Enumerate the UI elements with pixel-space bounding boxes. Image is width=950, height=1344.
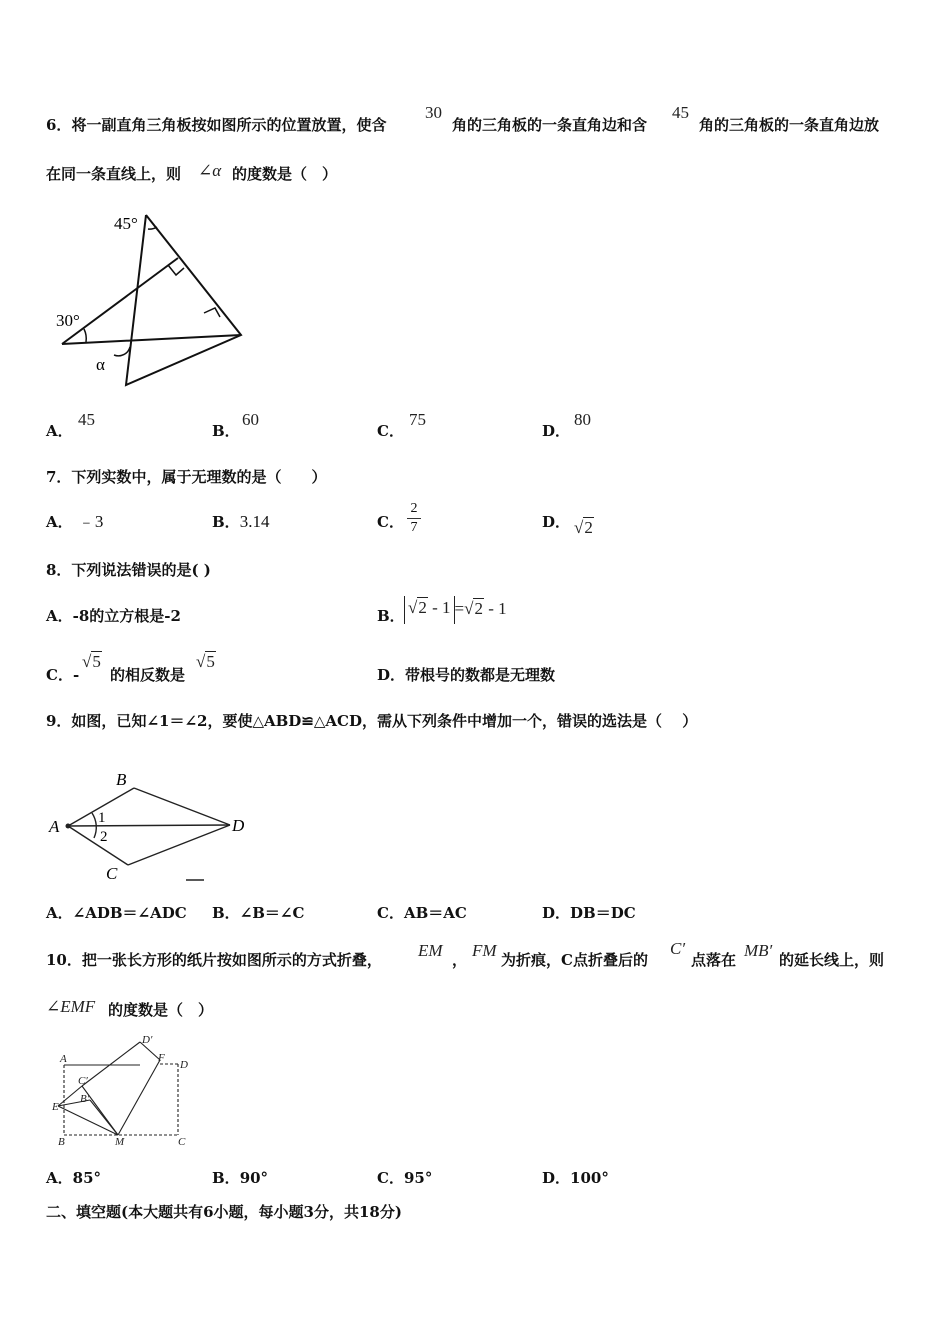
q10-fig-label-c-prime: C′: [78, 1075, 88, 1087]
q7-fraction-numerator: 2: [410, 501, 418, 516]
q10-math-em: EM: [418, 941, 443, 960]
q7-option-c-fraction: [407, 502, 421, 535]
q8-c-radicand-1: 5: [92, 652, 101, 671]
q9-option-d-label: D．: [542, 904, 571, 922]
q7-option-c[interactable]: [377, 512, 404, 532]
q10-fig-label-e: E: [52, 1101, 59, 1113]
q10-fig-label-b-prime: B′: [80, 1093, 90, 1105]
q6-line1: [46, 115, 386, 135]
q10-option-a-value: 85°: [72, 1169, 102, 1187]
q6-text-line2b: 的度数是（ ）: [232, 165, 338, 183]
q9-fig-label-b: B: [116, 770, 127, 789]
q6-option-c[interactable]: [377, 421, 404, 441]
q9-option-b[interactable]: [212, 903, 304, 923]
q10-math-fm: FM: [472, 941, 497, 960]
q9-fig-label-c: C: [106, 864, 118, 883]
q8-c-radicand-2: 5: [206, 652, 215, 671]
q6-math-30: 30: [425, 103, 442, 122]
q6-option-a[interactable]: [46, 421, 73, 441]
q7-option-a-label: A．: [46, 513, 73, 531]
q10-figure-fold: [48, 1030, 198, 1150]
q8-b-equals: =: [454, 598, 465, 618]
q10-text-2: ，: [452, 951, 468, 969]
q9-option-c[interactable]: [377, 903, 467, 923]
q9-fig-label-2: 2: [100, 829, 108, 845]
q9-option-a-value: ∠ADB＝∠ADC: [72, 904, 187, 922]
q9-option-a[interactable]: [46, 903, 187, 923]
q8-option-c-sqrt5-a: [82, 652, 102, 672]
q6-option-d-label: D．: [542, 422, 571, 440]
q8-option-b-expression: [404, 596, 507, 624]
q7-option-b-label: B．: [212, 513, 240, 531]
q8-option-d-label: D．: [377, 666, 406, 684]
q9-option-c-value: AB＝AC: [403, 904, 467, 922]
q6-option-a-value: 45: [78, 410, 95, 429]
sqrt-icon: √: [464, 598, 474, 618]
q6-option-b-value: 60: [242, 410, 259, 429]
q7-option-b[interactable]: [212, 512, 269, 532]
q6-fig-label-45: 45°: [114, 214, 138, 233]
q8-option-c-text: 的相反数是: [110, 666, 186, 684]
q10-option-c-value: 95°: [403, 1169, 433, 1187]
q10-option-d[interactable]: [542, 1168, 609, 1188]
q10-option-d-label: D．: [542, 1169, 571, 1187]
q10-option-a[interactable]: [46, 1168, 101, 1188]
q6-option-c-value: 75: [409, 410, 426, 429]
q10-text-5: 的延长线上，则: [779, 951, 885, 969]
sqrt-icon: √: [196, 652, 206, 671]
q7-option-b-value: 3.14: [239, 512, 270, 531]
q6-option-a-label: A．: [46, 422, 73, 440]
q10-fig-label-d-prime: D′: [142, 1034, 153, 1046]
q9-option-d-value: DB＝DC: [570, 904, 636, 922]
q8-option-b-label: B．: [377, 607, 405, 625]
q9-fig-label-a: A: [49, 817, 60, 836]
abs-bars: [404, 596, 455, 624]
q8-stem: 8．下列说法错误的是( ): [46, 561, 211, 579]
q9-fig-label-d: D: [232, 816, 245, 835]
q10-option-a-label: A．: [46, 1169, 73, 1187]
q10-text-line2: 的度数是（ ）: [108, 1001, 214, 1019]
q7-fraction-denominator: 7: [410, 520, 418, 535]
q7-option-a-value: ﹣3: [77, 512, 104, 531]
q7-stem: 7．下列实数中，属于无理数的是（ ）: [46, 468, 327, 486]
q6-figure-triangles: [50, 205, 250, 390]
q10-angle-emf: ∠EMF: [46, 997, 96, 1016]
q6-option-d-value: 80: [574, 410, 591, 429]
q6-option-b[interactable]: [212, 421, 240, 441]
q10-fig-label-d: D: [180, 1059, 188, 1071]
q9-option-c-label: C．: [377, 904, 404, 922]
q8-option-a[interactable]: [46, 606, 181, 626]
q7-option-a[interactable]: [46, 512, 103, 532]
q8-option-c[interactable]: [46, 665, 79, 685]
q9-figure-kite: [48, 768, 258, 883]
q6-number: 6．: [46, 116, 72, 134]
q7-option-d[interactable]: [542, 512, 570, 532]
q8-b-rest-2: - 1: [483, 598, 507, 618]
q10-text-3: 为折痕，C点折叠后的: [501, 951, 648, 969]
q6-fig-label-alpha: α: [96, 355, 105, 374]
q8-b-rest-1: - 1: [427, 598, 451, 617]
q8-b-radicand-1: 2: [418, 598, 427, 617]
q10-option-c[interactable]: [377, 1168, 432, 1188]
q10-fig-label-m: M: [115, 1136, 125, 1148]
q10-option-b[interactable]: [212, 1168, 268, 1188]
q8-option-c-minus: -: [72, 666, 80, 684]
q10-fig-label-b: B: [58, 1136, 65, 1148]
q10-fig-label-f: F: [158, 1052, 165, 1064]
q9-option-a-label: A．: [46, 904, 73, 922]
q8-option-b[interactable]: [377, 606, 405, 626]
q10-fig-label-c: C: [178, 1136, 186, 1148]
q6-option-d[interactable]: [542, 421, 570, 441]
q6-text-3: 角的三角板的一条直角边放: [699, 116, 880, 134]
q6-text-line2a: 在同一条直线上，则: [46, 165, 182, 183]
q10-line1: [46, 950, 382, 970]
q8-option-c-label: C．: [46, 666, 73, 684]
q8-option-a-label: A．: [46, 607, 73, 625]
q6-option-c-label: C．: [377, 422, 404, 440]
q10-option-c-label: C．: [377, 1169, 404, 1187]
q6-text-2: 角的三角板的一条直角边和含: [452, 116, 648, 134]
q9-option-b-value: ∠B＝∠C: [239, 904, 305, 922]
q9-fig-label-1: 1: [98, 810, 106, 826]
q8-b-radicand-2: 2: [474, 598, 483, 618]
q7-option-d-sqrt: [574, 518, 594, 538]
q10-text-1: 把一张长方形的纸片按如图所示的方式折叠，: [81, 951, 382, 969]
q10-math-mb-prime: MB′: [744, 941, 773, 960]
q6-text-1: 将一副直角三角板按如图所示的位置放置，使含: [71, 116, 387, 134]
q8-option-d-text: 带根号的数都是无理数: [405, 666, 556, 684]
q10-math-c-prime: C′: [670, 939, 686, 958]
q7-option-c-label: C．: [377, 513, 404, 531]
q9-stem: 9．如图，已知∠1＝∠2，要使△ABD≌△ACD，需从下列条件中增加一个，错误的选法是（ ）: [46, 712, 698, 730]
q10-number: 10．: [46, 951, 82, 969]
q8-option-c-sqrt5-b: [196, 652, 216, 672]
sqrt-icon: √: [82, 652, 92, 671]
q7-option-d-radicand: 2: [584, 518, 593, 537]
q9-option-b-label: B．: [212, 904, 240, 922]
q8-option-a-text: -8的立方根是-2: [72, 607, 181, 625]
section-2-heading: 二、填空题(本大题共有6小题，每小题3分，共18分): [46, 1203, 402, 1221]
q6-option-b-label: B．: [212, 422, 240, 440]
q6-angle-alpha: ∠α: [198, 161, 222, 180]
q9-option-d[interactable]: [542, 903, 636, 923]
q10-fig-label-a: A: [60, 1053, 67, 1065]
sqrt-icon: √: [408, 598, 418, 617]
q10-option-b-label: B．: [212, 1169, 240, 1187]
q6-fig-label-30: 30°: [56, 311, 80, 330]
q6-math-45: 45: [672, 103, 689, 122]
sqrt-icon: √: [574, 518, 584, 537]
q7-option-d-label: D．: [542, 513, 571, 531]
q8-option-d[interactable]: [377, 665, 555, 685]
q10-option-d-value: 100°: [570, 1169, 609, 1187]
q10-option-b-value: 90°: [239, 1169, 269, 1187]
q10-text-4: 点落在: [691, 951, 737, 969]
